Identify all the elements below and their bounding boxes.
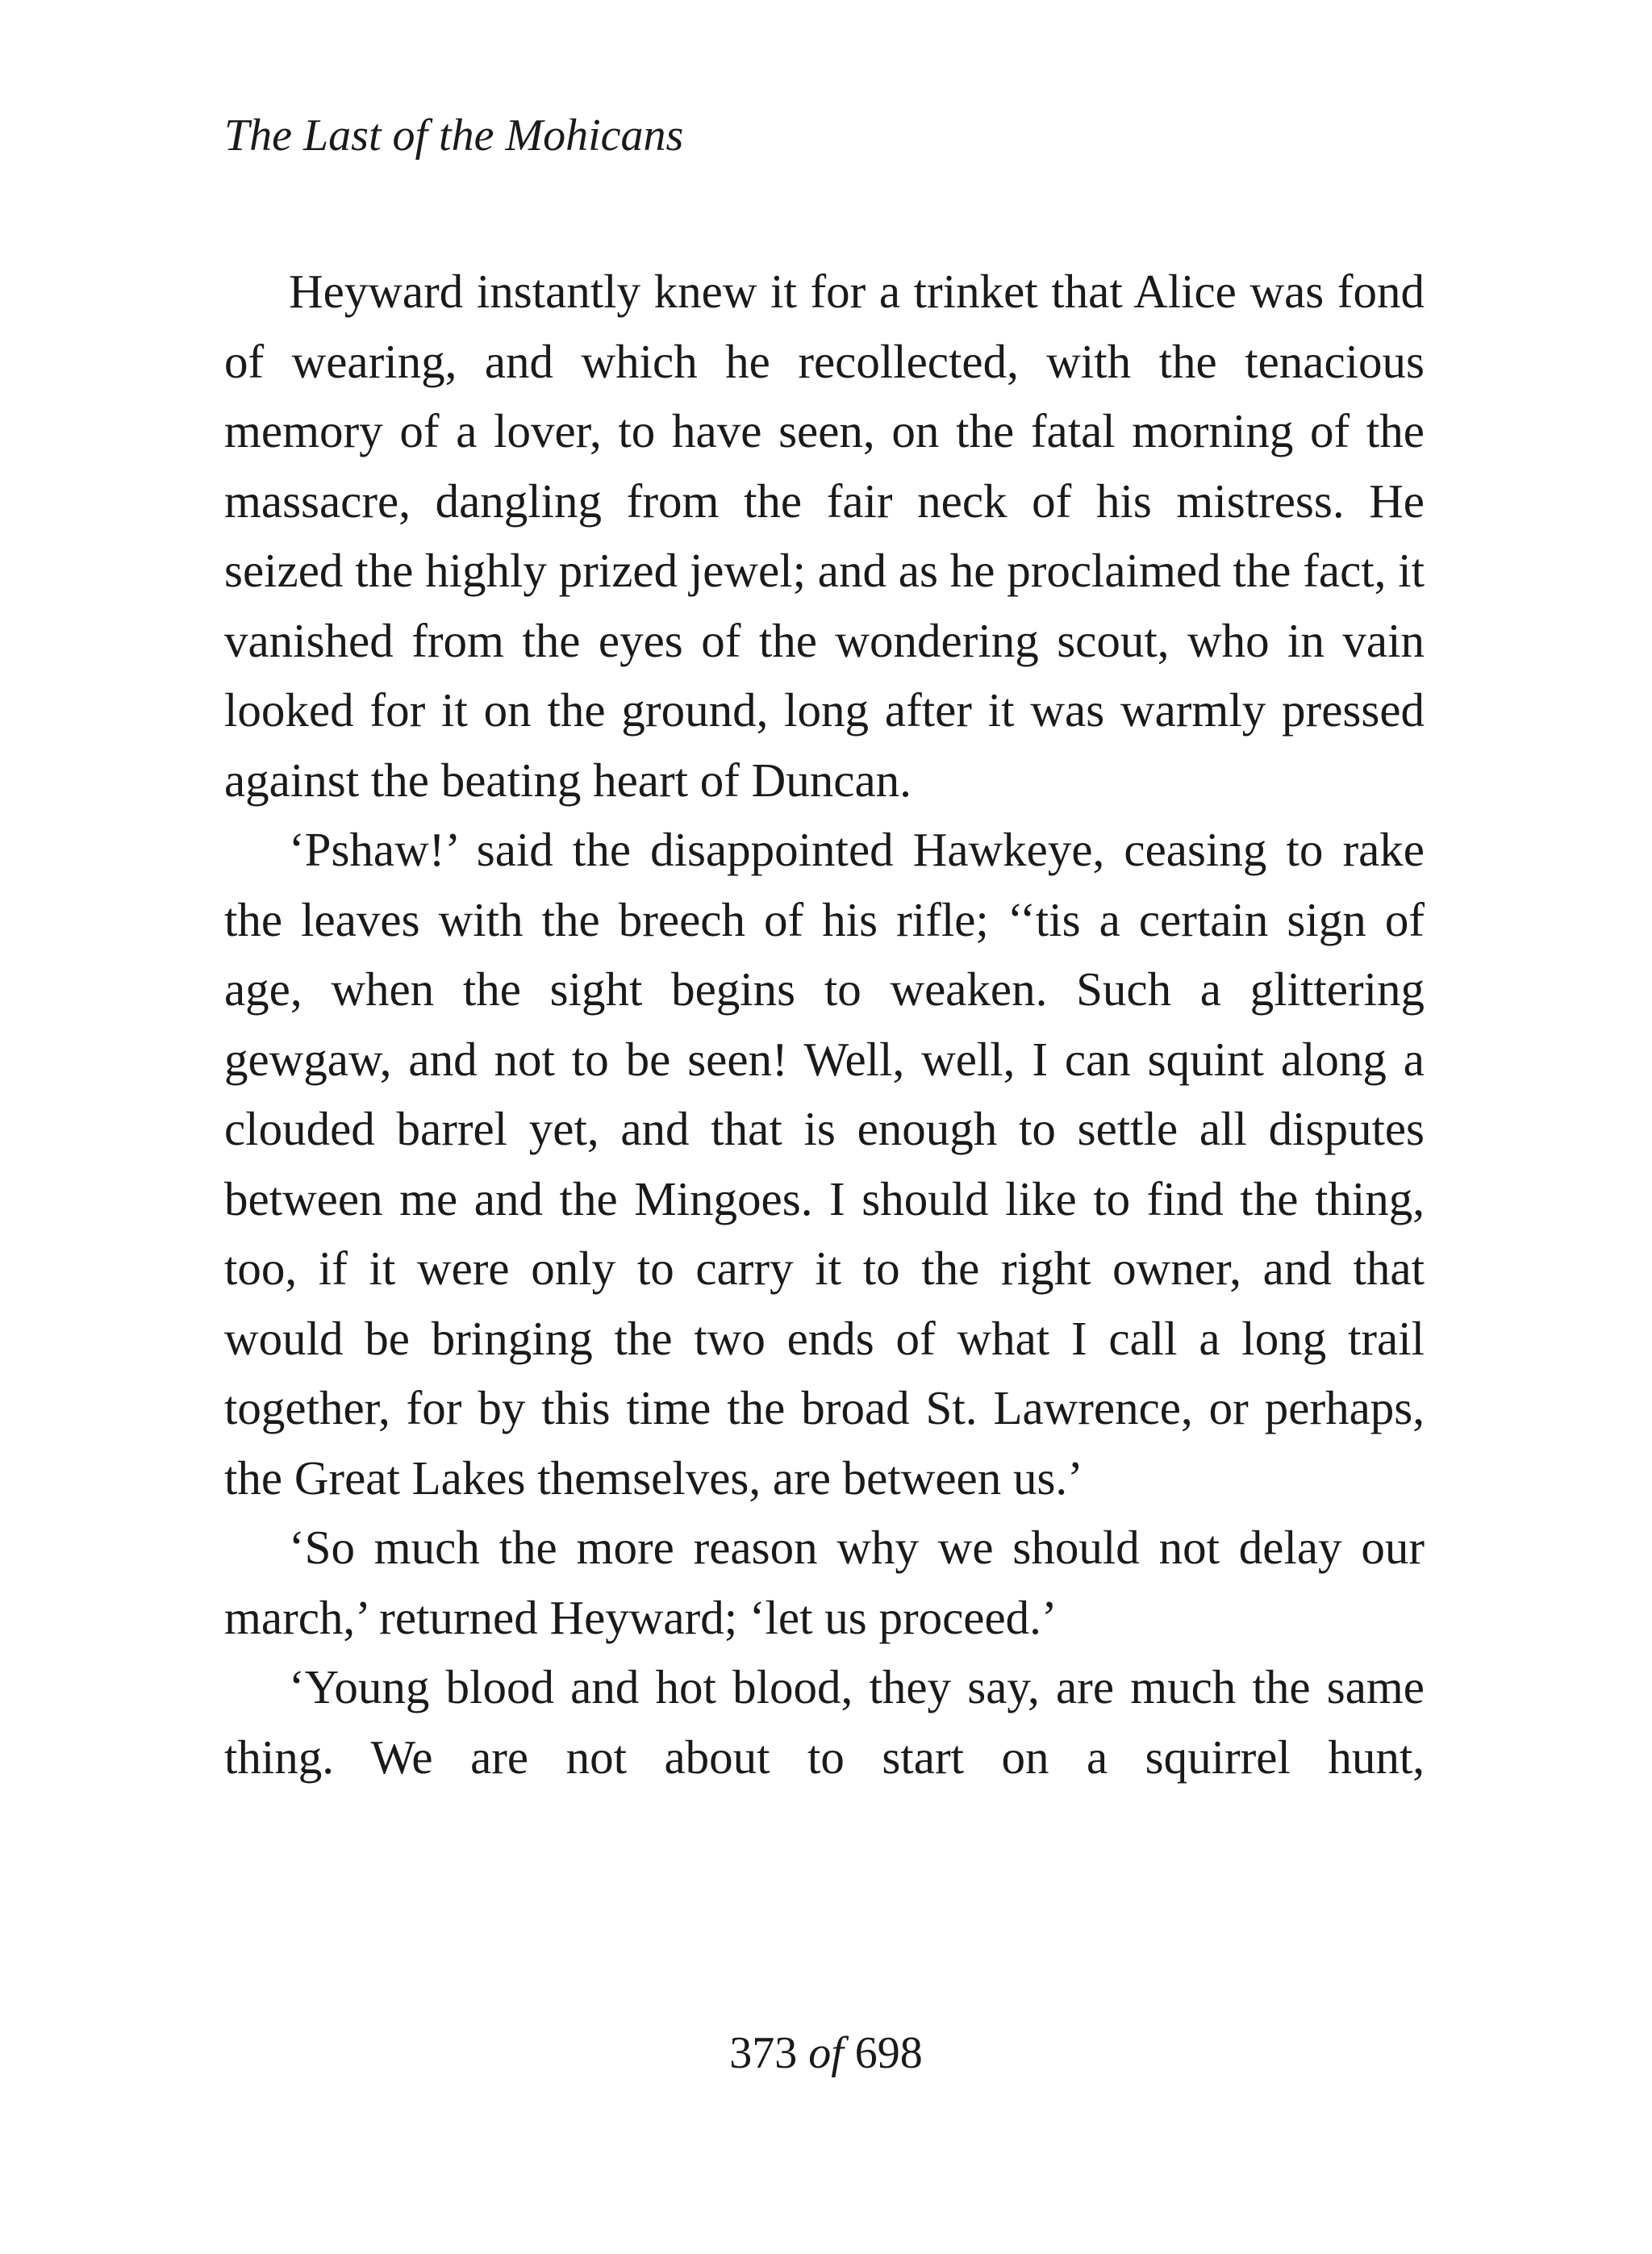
page-number-separator: of xyxy=(808,2028,844,2078)
paragraph-2: ‘Pshaw!’ said the disappointed Hawkeye, ceasing to rake the leaves with the breech of his rifle; ‘‘tis a certain sign of age, when the sight begins to weaken. Such a glittering gewgaw, and not to be seen! Well, well, I can squint along a clouded barrel yet, and that is enough to settle all disputes between me and the Mingoes. I should like to find the thing, too, if it were only to carry it to the right owner, and that would be bringing the two ends of what I call a long trail together, for by this time the broad St. Lawrence, or perhaps, the Great Lakes themselves, are between us.’ xyxy=(224,823,1425,1505)
paragraph-4: ‘Young blood and hot blood, they say, are much the same thing. We are not about to start on a squirrel hunt, xyxy=(224,1660,1425,1784)
paragraph-1: Heyward instantly knew it for a trinket that Alice was fond of wearing, and which he recollected, with the tenacious memory of a lover, to have seen, on the fatal morning of the massacre, dangling from the fair neck of his mistress. He seized the highly prized jewel; and as he proclaimed the fact, it vanished from the eyes of the wondering scout, who in vain looked for it on the ground, long after it was warmly pressed against the beating heart of Duncan. xyxy=(224,265,1425,807)
paragraph-3: ‘So much the more reason why we should not delay our march,’ returned Heyward; ‘let us proceed.’ xyxy=(224,1521,1425,1644)
running-header-title: The Last of the Mohicans xyxy=(224,111,684,161)
body-text xyxy=(224,257,1425,1792)
current-page-number: 373 xyxy=(729,2028,798,2078)
total-page-count: 698 xyxy=(854,2028,923,2078)
page-number xyxy=(0,2021,1652,2085)
